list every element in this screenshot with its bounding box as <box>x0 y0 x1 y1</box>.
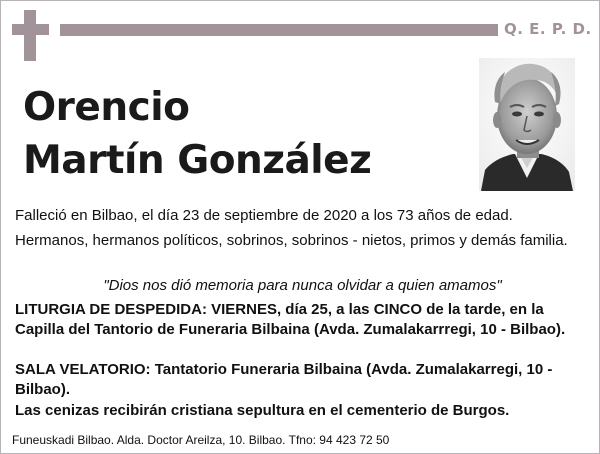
memorial-quote: "Dios nos dió memoria para nunca olvidar a quien amamos" <box>103 277 502 294</box>
surnames: Martín González <box>23 138 372 183</box>
portrait-photo <box>479 58 575 191</box>
first-name: Orencio <box>23 85 190 130</box>
cross-icon <box>24 10 36 61</box>
family-line: Hermanos, hermanos políticos, sobrinos, sobrinos - nietos, primos y demás familia. <box>15 232 568 249</box>
qepd-label: Q. E. P. D. <box>504 20 592 38</box>
deceased-name <box>23 81 371 187</box>
liturgy-details: LITURGIA DE DESPEDIDA: VIERNES, día 25, a las CINCO de la tarde, en la Capilla del Tantorio de Funeraria Bilbaina (Avda. Zumalakarrregi, 10 - Bilbao). <box>15 301 566 338</box>
header-rule <box>60 24 498 36</box>
wake-room-details: SALA VELATORIO: Tantatorio Funeraria Bilbaina (Avda. Zumalakarregi, 10 - Bilbao). <box>15 361 553 398</box>
ashes-details: Las cenizas recibirán cristiana sepultura en el cementerio de Burgos. <box>15 402 510 419</box>
funeral-home-footer: Funeuskadi Bilbao. Alda. Doctor Areilza, 10. Bilbao. Tfno: 94 423 72 50 <box>12 433 390 447</box>
death-notice-line: Falleció en Bilbao, el día 23 de septiembre de 2020 a los 73 años de edad. <box>15 207 513 224</box>
cross-icon-arm <box>12 24 49 35</box>
